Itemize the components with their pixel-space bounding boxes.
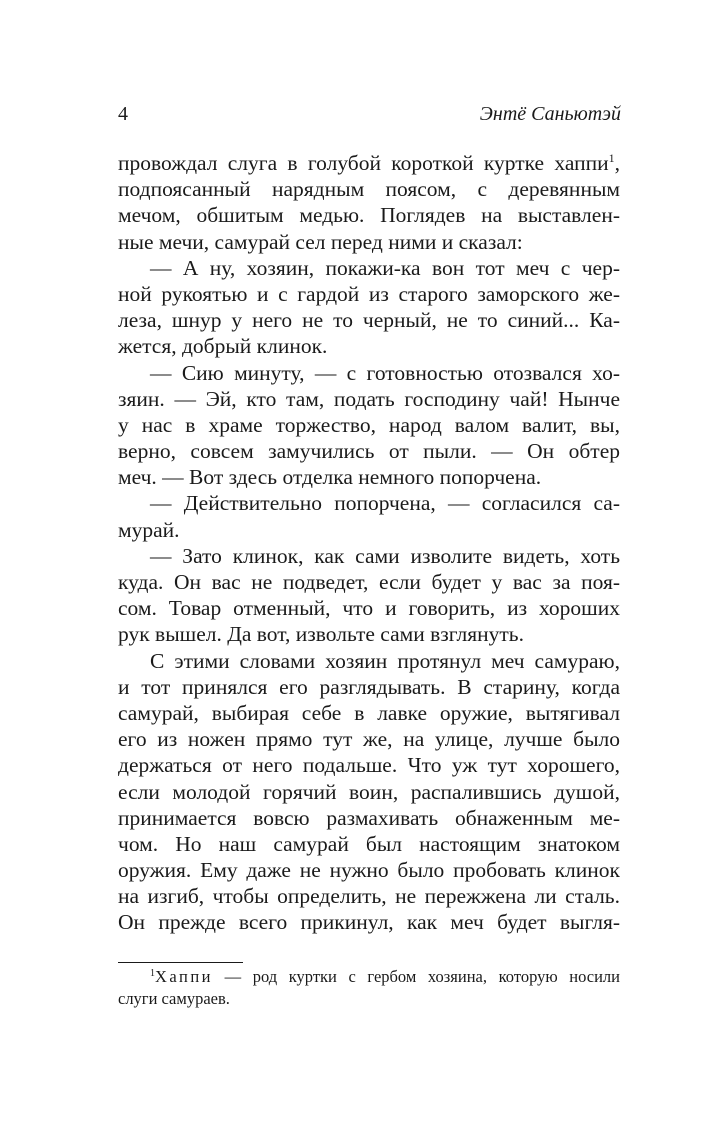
text-line — [118, 805, 620, 831]
text-line-content: подпоясанный нарядным поясом, с деревянным — [118, 177, 620, 202]
text-line-content: жется, добрый клинок. — [118, 334, 328, 359]
text-line-content: его из ножен прямо тут же, на улице, лучше было — [118, 727, 620, 752]
text-line — [118, 909, 620, 935]
text-line — [118, 543, 620, 569]
text-line — [118, 831, 620, 857]
text-line — [118, 307, 620, 333]
text-line — [118, 857, 620, 883]
text-line — [118, 517, 620, 543]
text-line-content: — Действительно попорчена, — согласился са- — [150, 491, 620, 516]
footnote-line — [118, 966, 620, 988]
text-line-content: провождал слуга в голубой короткой куртке хаппи — [118, 151, 609, 175]
page-number: 4 — [118, 103, 128, 125]
text-line — [118, 490, 620, 516]
punctuation: , — [614, 151, 620, 175]
text-line — [118, 726, 620, 752]
text-line-content: и тот принялся его разглядывать. В старину, когда — [118, 674, 620, 699]
text-line-content: рук вышел. Да вот, извольте сами взглянуть. — [118, 622, 524, 647]
text-line-content: мечом, обшитым медью. Поглядев на выставлен- — [118, 203, 620, 228]
text-line — [118, 752, 620, 778]
text-line-content: если молодой горячий воин, распалившись душой, — [118, 779, 620, 804]
footnote-divider — [118, 962, 243, 963]
text-line — [118, 150, 620, 176]
text-line-content: — Сию минуту, — с готовностью отозвался хо- — [150, 360, 620, 385]
text-line-content: ной рукоятью и с гардой из старого заморского же- — [118, 281, 620, 306]
text-line-content: меч. — Вот здесь отделка немного попорчена. — [118, 465, 542, 490]
text-line — [118, 202, 620, 228]
text-line — [118, 438, 620, 464]
text-line-content: — А ну, хозяин, покажи-ка вон тот меч с чер- — [150, 255, 620, 280]
main-text — [118, 150, 620, 936]
text-line — [118, 333, 620, 359]
text-line — [118, 621, 620, 647]
text-line-content: Он прежде всего прикинул, как меч будет выгля- — [118, 910, 620, 935]
text-line — [118, 700, 620, 726]
text-line-content: — Зато клинок, как сами изволите видеть, хоть — [150, 543, 620, 568]
footnote-line: слуги самураев. — [118, 989, 230, 1008]
text-line — [118, 779, 620, 805]
text-line-content: мурай. — [118, 517, 180, 542]
text-line-content: чом. Но наш самурай был настоящим знатоком — [118, 831, 620, 856]
text-line-content: у нас в храме торжество, народ валом валит, вы, — [118, 412, 620, 437]
running-header-title: Энтё Саньютэй — [479, 103, 621, 125]
text-line — [118, 255, 620, 281]
text-line — [118, 464, 620, 490]
text-line-content: зяин. — Эй, кто там, подать господину чай! Нынче — [118, 386, 620, 411]
text-line — [118, 176, 620, 202]
text-line-content: верно, совсем замучились от пыли. — Он обтер — [118, 439, 620, 464]
text-line — [118, 595, 620, 621]
text-line — [118, 281, 620, 307]
footnote-mark: 1 — [150, 968, 155, 979]
text-line-content: принимается вовсю размахивать обнаженным ме- — [118, 805, 620, 830]
text-line — [118, 883, 620, 909]
text-line-content: оружия. Ему даже не нужно было пробовать клинок — [118, 858, 620, 883]
text-line-content: ные мечи, самурай сел перед ними и сказал: — [118, 229, 523, 254]
text-line — [118, 648, 620, 674]
footnote-term: Хаппи — [155, 967, 214, 986]
footnotes — [118, 966, 620, 1010]
text-line-content: самурай, выбирая себе в лавке оружие, вытягивал — [118, 700, 620, 725]
text-line — [118, 674, 620, 700]
footnote-text: — род куртки с гербом хозяина, которую носили — [213, 967, 620, 986]
text-line-content: на изгиб, чтобы определить, не пережжена ли сталь. — [118, 884, 620, 909]
text-line — [118, 412, 620, 438]
text-line — [118, 569, 620, 595]
text-line-content: сом. Товар отменный, что и говорить, из хороших — [118, 596, 620, 621]
text-line-content: леза, шнур у него не то черный, не то синий... Ка- — [118, 308, 620, 333]
text-line — [118, 360, 620, 386]
text-line-content: куда. Он вас не подведет, если будет у вас за поя- — [118, 570, 620, 594]
text-line — [118, 229, 620, 255]
text-line — [118, 386, 620, 412]
footnote-reference: 1 — [608, 151, 615, 165]
text-line-content: держаться от него подальше. Что уж тут хорошего, — [118, 753, 620, 778]
text-line-content: С этими словами хозяин протянул меч самураю, — [150, 648, 620, 673]
